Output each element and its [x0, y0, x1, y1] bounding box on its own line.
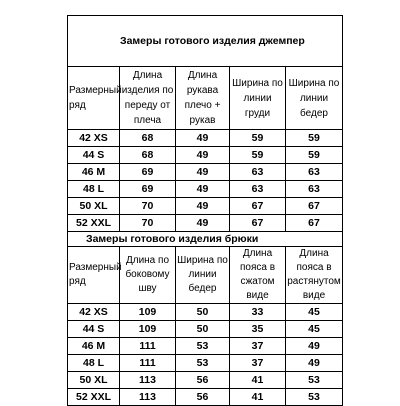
table-row: [68, 215, 343, 232]
size-cell: 48 L: [68, 355, 120, 372]
pants-measurements-table: [67, 232, 343, 406]
measurement-cell: 59: [286, 147, 343, 164]
pants-header-0: Размерный ряд: [68, 247, 120, 304]
measurement-cell: 69: [120, 164, 176, 181]
table-row: [68, 355, 343, 372]
measurement-cell: 49: [176, 215, 230, 232]
measurement-cell: 56: [176, 372, 230, 389]
measurement-cell: 49: [176, 130, 230, 147]
measurement-cell: 53: [286, 389, 343, 406]
table-row: [68, 198, 343, 215]
measurement-cell: 63: [230, 164, 286, 181]
measurement-cell: 113: [120, 372, 176, 389]
jumper-header-4: Ширина по линии бедер: [286, 67, 343, 130]
table-row: [68, 389, 343, 406]
size-cell: 42 XS: [68, 130, 120, 147]
size-cell: 52 XXL: [68, 215, 120, 232]
table-row: [68, 164, 343, 181]
measurement-cell: 59: [230, 130, 286, 147]
measurement-cell: 49: [286, 355, 343, 372]
measurement-cell: 68: [120, 130, 176, 147]
pants-table-title: Замеры готового изделия брюки: [68, 232, 343, 247]
measurement-cell: 37: [230, 338, 286, 355]
measurement-cell: 41: [230, 389, 286, 406]
measurement-cell: 33: [230, 304, 286, 321]
measurement-cell: 67: [286, 215, 343, 232]
measurement-cell: 50: [176, 321, 230, 338]
measurement-cell: 49: [176, 164, 230, 181]
jumper-measurements-table: [67, 15, 343, 232]
measurement-cell: 37: [230, 355, 286, 372]
measurement-cell: 67: [230, 215, 286, 232]
table-row: [68, 338, 343, 355]
jumper-header-0: Размерный ряд: [68, 67, 120, 130]
table-row: [68, 147, 343, 164]
measurement-cell: 63: [286, 181, 343, 198]
size-cell: 48 L: [68, 181, 120, 198]
size-cell: 44 S: [68, 147, 120, 164]
measurement-cell: 49: [286, 338, 343, 355]
measurement-cell: 111: [120, 338, 176, 355]
size-cell: 44 S: [68, 321, 120, 338]
table-row: [68, 304, 343, 321]
measurement-cell: 53: [176, 355, 230, 372]
table-row: [68, 130, 343, 147]
pants-header-3: Длина пояса в сжатом виде: [230, 247, 286, 304]
measurement-cell: 67: [286, 198, 343, 215]
jumper-header-1: Длина изделия по переду от плеча: [120, 67, 176, 130]
measurement-cell: 70: [120, 215, 176, 232]
measurement-cell: 69: [120, 181, 176, 198]
table-row: [68, 372, 343, 389]
measurement-cell: 35: [230, 321, 286, 338]
measurement-cell: 63: [286, 164, 343, 181]
measurement-cell: 59: [230, 147, 286, 164]
table-row: [68, 181, 343, 198]
measurement-cell: 109: [120, 321, 176, 338]
measurement-cell: 49: [176, 198, 230, 215]
measurement-cell: 67: [230, 198, 286, 215]
measurement-cell: 109: [120, 304, 176, 321]
size-cell: 50 XL: [68, 372, 120, 389]
measurement-cell: 56: [176, 389, 230, 406]
measurement-cell: 59: [286, 130, 343, 147]
measurement-cell: 63: [230, 181, 286, 198]
jumper-table-title: Замеры готового изделия джемпер: [68, 16, 343, 67]
size-cell: 46 M: [68, 338, 120, 355]
measurement-cell: 49: [176, 147, 230, 164]
measurement-cell: 53: [176, 338, 230, 355]
measurement-cell: 45: [286, 321, 343, 338]
size-cell: 52 XXL: [68, 389, 120, 406]
measurement-cell: 53: [286, 372, 343, 389]
pants-header-2: Ширина по линии бедер: [176, 247, 230, 304]
size-cell: 50 XL: [68, 198, 120, 215]
measurement-cell: 49: [176, 181, 230, 198]
table-row: [68, 321, 343, 338]
size-cell: 46 M: [68, 164, 120, 181]
size-cell: 42 XS: [68, 304, 120, 321]
pants-header-1: Длина по боковому шву: [120, 247, 176, 304]
measurement-cell: 50: [176, 304, 230, 321]
pants-header-4: Длина пояса в растянутом виде: [286, 247, 343, 304]
measurement-cell: 45: [286, 304, 343, 321]
measurement-cell: 68: [120, 147, 176, 164]
measurement-cell: 113: [120, 389, 176, 406]
jumper-header-2: Длина рукава плечо + рукав: [176, 67, 230, 130]
size-chart-sheet: [67, 15, 342, 403]
jumper-header-3: Ширина по линии груди: [230, 67, 286, 130]
measurement-cell: 70: [120, 198, 176, 215]
measurement-cell: 41: [230, 372, 286, 389]
measurement-cell: 111: [120, 355, 176, 372]
